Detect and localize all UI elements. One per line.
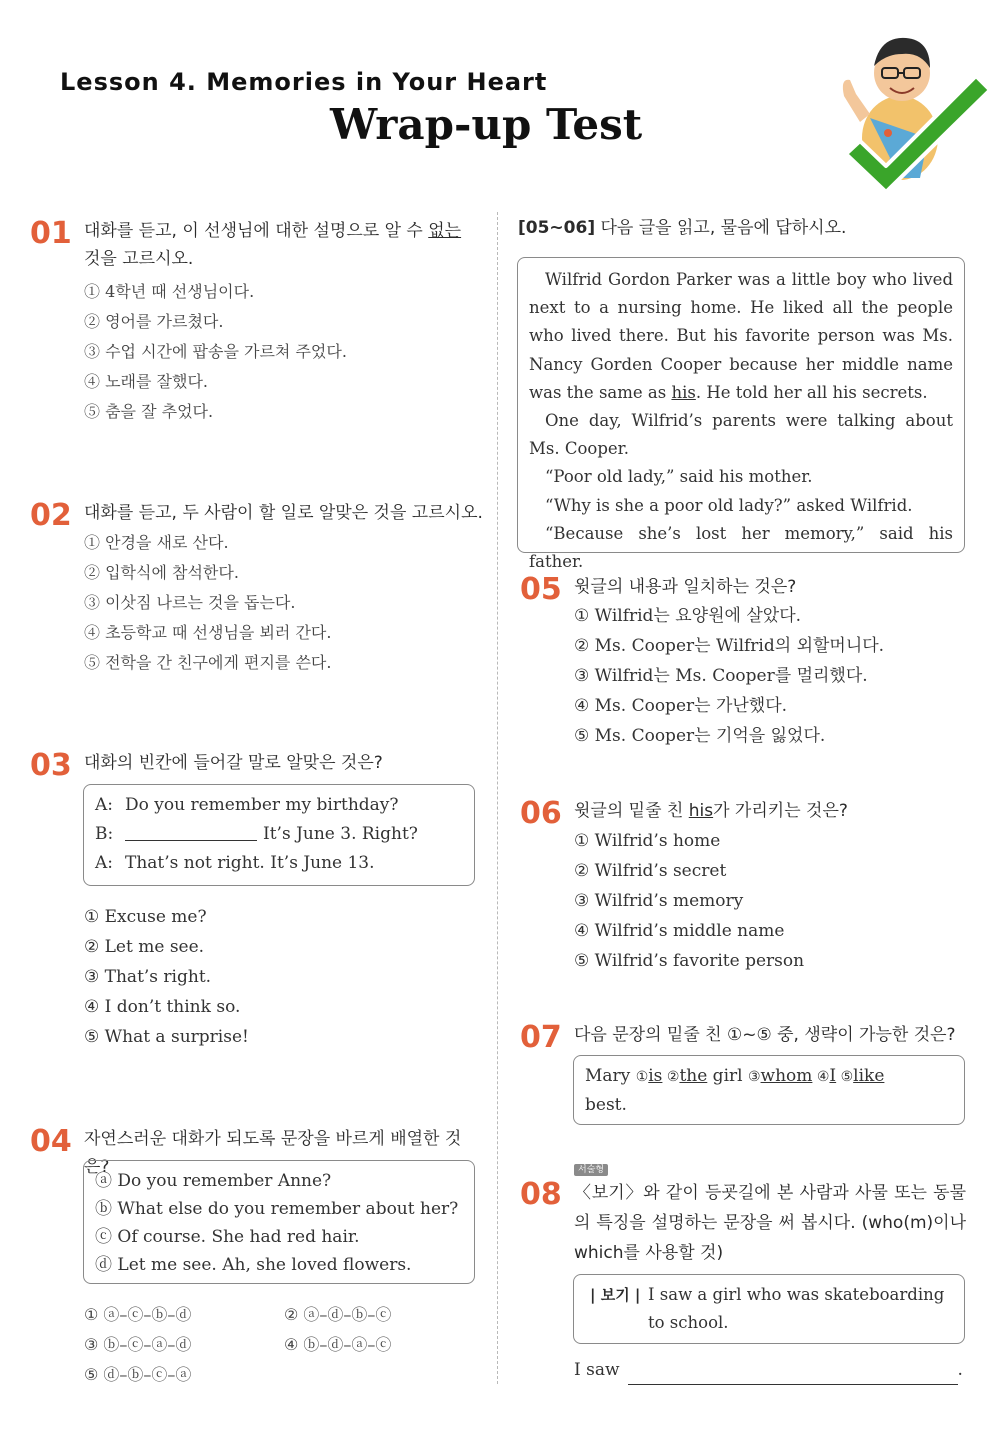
tag-text: 서술형: [574, 1164, 608, 1176]
example-box: [573, 1274, 965, 1344]
option-list: [574, 826, 804, 976]
option[interactable]: ③ ⓑ–ⓒ–ⓐ–ⓓ: [84, 1335, 192, 1354]
sentence: ⓒ Of course. She had red hair.: [95, 1227, 360, 1247]
question-number: 01: [30, 216, 72, 251]
option[interactable]: ② Wilfrid’s secret: [574, 861, 727, 881]
target-sentence: [585, 1062, 964, 1091]
option[interactable]: ⑤ Ms. Cooper는 기억을 잃었다.: [574, 726, 826, 746]
sentence-box: [573, 1055, 965, 1125]
option[interactable]: ③ 수업 시간에 팝송을 가르쳐 주었다.: [84, 342, 347, 361]
answer-suffix: .: [957, 1360, 963, 1380]
passage-paragraph: “Why is she a poor old lady?” asked Wilfrid.: [545, 495, 913, 515]
option[interactable]: ① ⓐ–ⓒ–ⓑ–ⓓ: [84, 1305, 192, 1324]
prompt-underline: his: [688, 801, 714, 821]
option[interactable]: ① 4학년 때 선생님이다.: [84, 282, 255, 301]
option[interactable]: ④ 노래를 잘했다.: [84, 372, 208, 391]
question-prompt: 대화의 빈칸에 들어갈 말로 알맞은 것은?: [84, 753, 383, 773]
option[interactable]: ⑤ What a surprise!: [84, 1027, 249, 1047]
passage-heading: [518, 214, 846, 242]
answer-line: [574, 1356, 963, 1385]
question-number: 02: [30, 498, 72, 533]
prompt-underline: 없는: [428, 221, 462, 241]
answer-prefix: I saw: [574, 1360, 620, 1380]
sentence-box: [83, 1160, 475, 1284]
prompt-text: 것을 고르시오.: [84, 249, 194, 269]
option[interactable]: ⑤ 춤을 잘 추었다.: [84, 402, 214, 421]
marker: ③: [747, 1069, 761, 1085]
prompt-text: 대화를 듣고, 이 선생님에 대한 설명으로 알 수: [84, 221, 429, 241]
question-number: 06: [520, 796, 562, 831]
speaker: B:: [95, 824, 114, 844]
option[interactable]: ④ Ms. Cooper는 가난했다.: [574, 696, 788, 716]
option[interactable]: ③ Wilfrid는 Ms. Cooper를 멀리했다.: [574, 666, 868, 686]
question-number: 08: [520, 1177, 562, 1212]
option[interactable]: ③ 이삿짐 나르는 것을 돕는다.: [84, 593, 296, 612]
example-text: I saw a girl who was skateboarding to school.: [648, 1285, 945, 1332]
question-number: 05: [520, 572, 562, 607]
question-prompt: [84, 217, 479, 273]
sentence: ⓓ Let me see. Ah, she loved flowers.: [95, 1255, 412, 1275]
answer-blank[interactable]: [125, 822, 257, 841]
question-prompt: 다음 문장의 밑줄 친 ①~⑤ 중, 생략이 가능한 것은?: [574, 1025, 956, 1045]
option-list: [84, 277, 347, 427]
underlined-word: like: [853, 1066, 885, 1086]
option[interactable]: ① Wilfrid는 요양원에 살았다.: [574, 606, 802, 626]
word: best.: [585, 1095, 627, 1115]
passage-paragraph: One day, Wilfrid’s parents were talking about Ms. Cooper.: [529, 411, 953, 459]
question-prompt: [574, 797, 964, 825]
option[interactable]: ② Ms. Cooper는 Wilfrid의 외할머니다.: [574, 636, 885, 656]
passage-box: [517, 257, 965, 572]
marker: ②: [662, 1069, 680, 1085]
word: girl: [707, 1066, 748, 1086]
passage-paragraph: “Because she’s lost her memory,” said his father.: [529, 523, 953, 572]
option[interactable]: ② ⓐ–ⓓ–ⓑ–ⓒ: [284, 1305, 392, 1324]
passage-underline: his: [671, 382, 696, 402]
speaker: A:: [95, 795, 114, 815]
teacher-avatar-icon: [830, 18, 990, 193]
sentence: ⓑ What else do you remember about her?: [95, 1199, 459, 1219]
option-list: [84, 902, 249, 1052]
question-number: 07: [520, 1020, 562, 1055]
column-divider: [497, 212, 499, 1384]
prompt-text: 윗글의 밑줄 친: [574, 801, 689, 821]
passage-paragraph: [529, 266, 953, 407]
option[interactable]: ② 영어를 가르쳤다.: [84, 312, 224, 331]
question-number: 04: [30, 1124, 72, 1159]
dialogue-box: [83, 784, 475, 886]
question-number: 03: [30, 748, 72, 783]
passage-instruction: 다음 글을 읽고, 물음에 답하시오.: [595, 218, 847, 238]
marker: ⑤: [836, 1069, 854, 1085]
option-list: [84, 1300, 484, 1390]
option[interactable]: ⑤ Wilfrid’s favorite person: [574, 951, 805, 971]
passage-range: [05~06]: [518, 218, 596, 238]
option[interactable]: ① Excuse me?: [84, 907, 207, 927]
speaker: A:: [95, 853, 114, 873]
option[interactable]: ① 안경을 새로 산다.: [84, 533, 229, 552]
underlined-word: whom: [760, 1066, 813, 1086]
option[interactable]: ③ Wilfrid’s memory: [574, 891, 744, 911]
dialogue-line: Do you remember my birthday?: [125, 795, 399, 815]
question-prompt: 윗글의 내용과 일치하는 것은?: [574, 577, 797, 597]
dialogue-line: It’s June 3. Right?: [263, 824, 418, 844]
question-prompt: 대화를 듣고, 두 사람이 할 일로 알맞은 것을 고르시오.: [84, 503, 483, 523]
passage-text: Wilfrid Gordon Parker was a little boy who lived next to a nursing home. He liked all the people who lived there. But his favorite person was Ms. Nancy Gorden Cooper because her middle name was the same as: [529, 270, 953, 402]
marker: ①: [635, 1069, 649, 1085]
option[interactable]: ② Let me see.: [84, 937, 205, 957]
option[interactable]: ④ I don’t think so.: [84, 997, 241, 1017]
marker: ④: [812, 1069, 830, 1085]
option[interactable]: ⑤ 전학을 간 친구에게 편지를 쓴다.: [84, 653, 332, 672]
underlined-word: the: [679, 1066, 708, 1086]
answer-input[interactable]: [628, 1364, 958, 1385]
option[interactable]: ③ That’s right.: [84, 967, 212, 987]
option[interactable]: ⑤ ⓓ–ⓑ–ⓒ–ⓐ: [84, 1365, 192, 1384]
prompt-text: 가 가리키는 것은?: [713, 801, 848, 821]
option[interactable]: ② 입학식에 참석한다.: [84, 563, 239, 582]
dialogue-line: That’s not right. It’s June 13.: [125, 853, 375, 873]
question-prompt: 〈보기〉와 같이 등굣길에 본 사람과 사물 또는 동물의 특징을 설명하는 문장을 써 봅시다. (who(m)이나 which를 사용할 것): [574, 1183, 966, 1263]
option[interactable]: ④ 초등학교 때 선생님을 뵈러 간다.: [84, 623, 332, 642]
option[interactable]: ④ Wilfrid’s middle name: [574, 921, 785, 941]
question-type-tag: [574, 1157, 608, 1176]
example-label: | 보기 |: [590, 1286, 641, 1304]
option-list: [84, 528, 331, 678]
passage-paragraph: “Poor old lady,” said his mother.: [545, 467, 813, 487]
question-prompt: 자연스러운 대화가 되도록 문장을 바르게 배열한 것은?: [84, 1129, 462, 1177]
word: Mary: [585, 1066, 636, 1086]
page-title: Wrap-up Test: [330, 100, 643, 149]
option[interactable]: ① Wilfrid’s home: [574, 831, 721, 851]
lesson-title: Lesson 4. Memories in Your Heart: [60, 68, 548, 96]
passage-text: . He told her all his secrets.: [695, 382, 928, 402]
option[interactable]: ④ ⓑ–ⓓ–ⓐ–ⓒ: [284, 1335, 392, 1354]
underlined-word: I: [829, 1066, 837, 1086]
underlined-word: is: [648, 1066, 663, 1086]
sentence: ⓐ Do you remember Anne?: [95, 1171, 332, 1191]
option-list: [574, 601, 884, 751]
